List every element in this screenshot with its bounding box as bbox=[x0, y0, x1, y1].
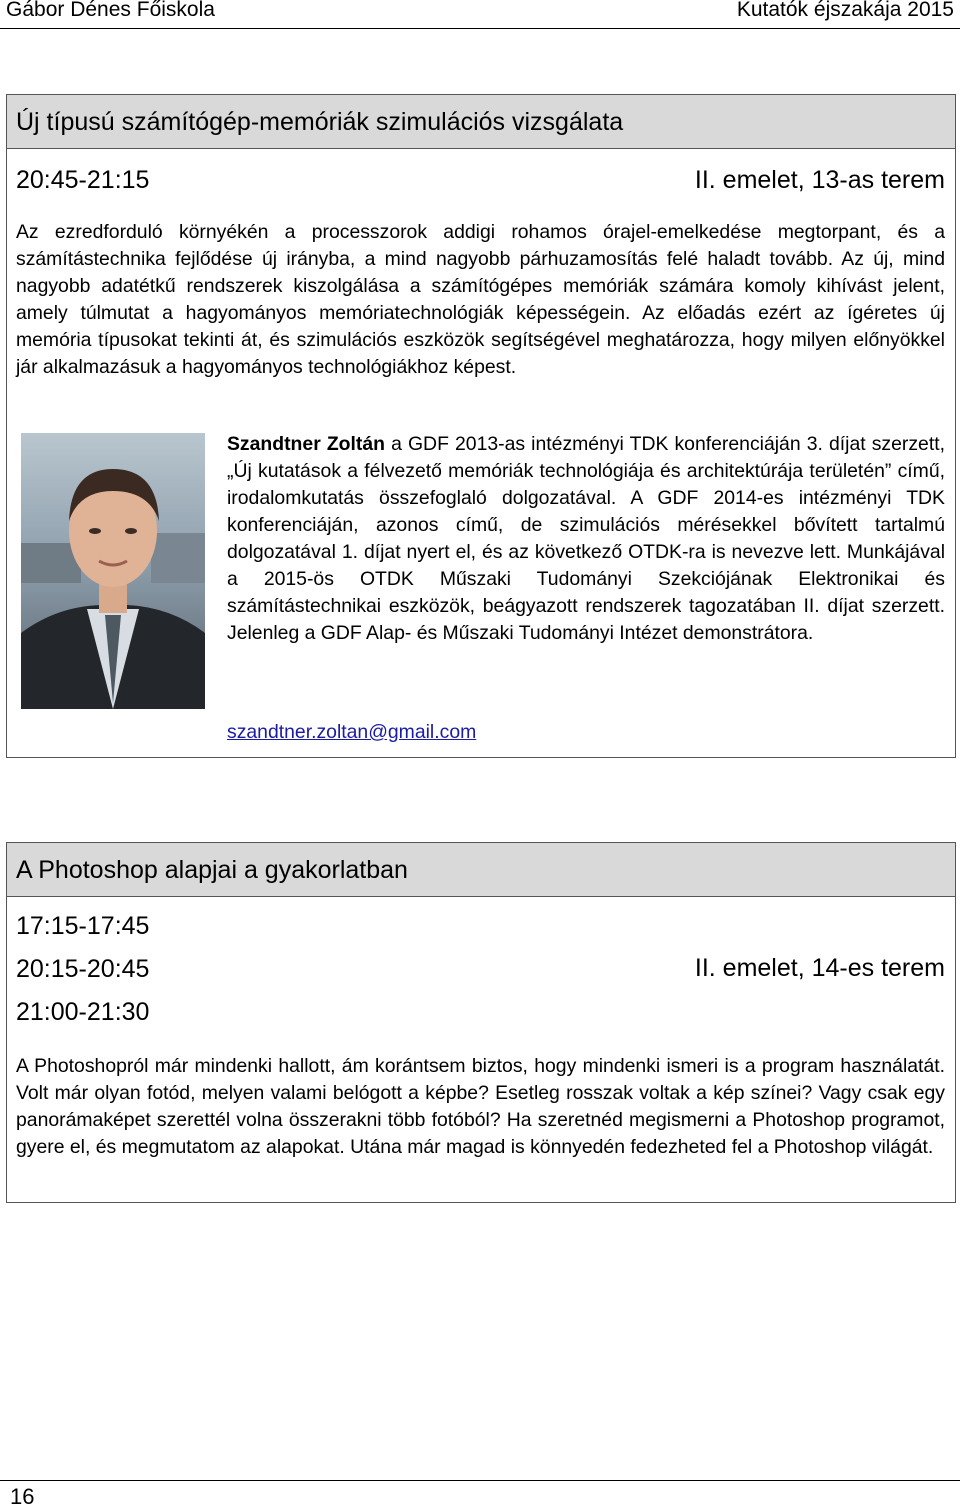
presenter-portrait-image bbox=[21, 433, 205, 709]
lecture-room: II. emelet, 14-es terem bbox=[694, 954, 945, 982]
lecture-title: Új típusú számítógép-memóriák szimulációs vizsgálata bbox=[7, 95, 955, 149]
lecture-description-block bbox=[7, 1053, 955, 1161]
lecture-time-1: 17:15-17:45 bbox=[16, 912, 150, 940]
presenter-bio bbox=[227, 431, 945, 647]
header-institution: Gábor Dénes Főiskola bbox=[6, 0, 215, 21]
presenter-photo bbox=[21, 433, 205, 709]
lecture-title: A Photoshop alapjai a gyakorlatban bbox=[7, 843, 955, 897]
lecture-meta bbox=[7, 168, 955, 192]
lecture-time-3: 21:00-21:30 bbox=[16, 998, 150, 1026]
presenter-email-link[interactable]: szandtner.zoltan@gmail.com bbox=[227, 721, 477, 743]
page-header bbox=[0, 0, 960, 29]
page-number: 16 bbox=[10, 1484, 35, 1509]
lecture-card-memory bbox=[6, 94, 956, 758]
lecture-description: Az ezredforduló környékén a processzorok addigi rohamos órajel-emelkedése megtorpant, és a számítástechnika fejlődése új irányba, a mind nagyobb párhuzamosítás felé haladt tovább. Az új, mind nagyobb adatétkű rendszerek kiszolgálása a számítógépes memóriák számára komoly kihívást jelent, amely túlmutat a hagyományos memóriatechnológiák képességein. Az előadás ezért az ígéretes új memória típusokat tekinti át, és szimulációs eszközök segítségével meghatározza, hogy milyen előnyökkel jár alkalmazásuk a hagyományos technológiákhoz képest. bbox=[16, 221, 945, 378]
lecture-times bbox=[16, 911, 149, 1040]
presenter-name: Szandtner Zoltán bbox=[227, 433, 385, 455]
lecture-time: 20:45-21:15 bbox=[16, 166, 150, 194]
lecture-room: II. emelet, 13-as terem bbox=[694, 166, 945, 194]
presenter-bio-text: a GDF 2013-as intézményi TDK konferenciáján 3. díjat szerzett, „Új kutatások a félvezető memóriák technológiája és architektúrája területén” című, irodalomkutatás összefoglaló dolgozatával. A GDF 2014-es intézményi TDK konferenciáján, azonos című, de szimulációs mérésekkel bővített tartalmú dolgozatával 1. díjat nyert el, és az következő OTDK-ra is nevezve lett. Munkájával a 2015-ös OTDK Műszaki Tudományi Szekciójának Elektronikai és számítástechnikai eszközök, beágyazott rendszerek tagozatában II. díjat szerzett. Jelenleg a GDF Alap- és Műszaki Tudományi Intézet demonstrátora. bbox=[227, 433, 945, 644]
lecture-description-block bbox=[7, 219, 955, 381]
lecture-card-photoshop bbox=[6, 842, 956, 1203]
footer-divider bbox=[0, 1480, 960, 1481]
header-event: Kutatók éjszakája 2015 bbox=[736, 0, 954, 21]
lecture-description: A Photoshopról már mindenki hallott, ám korántsem biztos, hogy mindenki ismeri is a program használatát. Volt már olyan fotód, melyen valami belógott a képbe? Esetleg rosszak voltak a kép színei? Vagy csak egy panorámaképet szerettél volna összerakni több fotóból? Ha szeretnéd megismerni a Photoshop programot, gyere el, és megmutatom az alapokat. Utána már magad is könnyedén fedezheted fel a Photoshop világát. bbox=[16, 1055, 945, 1158]
lecture-time-2: 20:15-20:45 bbox=[16, 955, 150, 983]
